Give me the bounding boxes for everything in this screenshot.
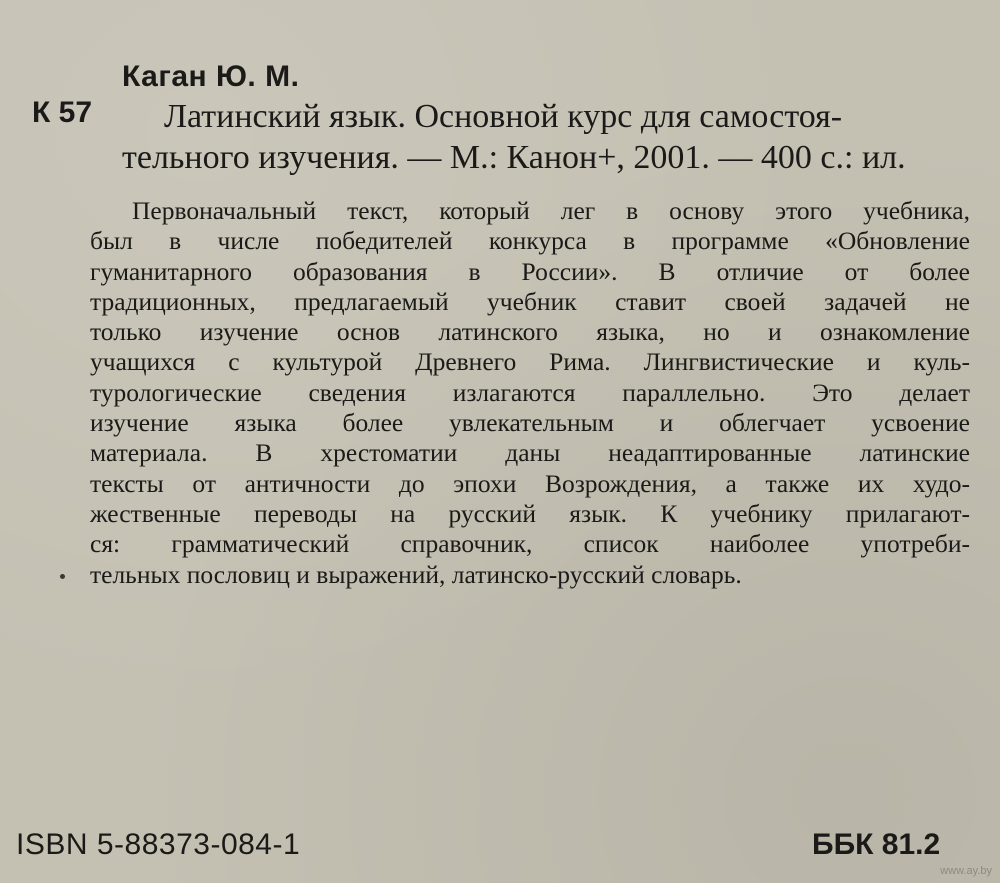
title-line-1: Латинский язык. Основной курс для самостоя- [164,98,843,135]
annotation-line: жественные переводы на русский язык. К учебнику прилагают- [90,498,970,528]
library-index: К 57 [32,96,93,129]
annotation-paragraph [90,196,970,590]
annotation-line: тельных пословиц и выражений, латинско-русский словарь. [90,559,742,589]
annotation-line: был в числе победителей конкурса в программе «Обновление [90,226,970,256]
bbk-code: ББК 81.2 [812,828,941,861]
title-line-2: тельного изучения. — М.: Канон+, 2001. — 400 с.: ил. [122,139,906,176]
annotation-line: только изучение основ латинского языка, но и ознакомление [90,317,970,347]
annotation-line: изучение языка более увлекательным и облегчает усвоение [90,408,970,438]
author-name: Каган Ю. М. [122,60,300,93]
annotation-line: турологические сведения излагаются параллельно. Это делает [90,377,970,407]
annotation-line: тексты от античности до эпохи Возрождения, а также их худо- [90,468,970,498]
annotation-line: ся: грамматический справочник, список наиболее употреби- [90,529,970,559]
annotation-line: традиционных, предлагаемый учебник ставит своей задачей не [90,286,970,316]
ink-dot-mark [60,574,65,579]
annotation-line: материала. В хрестоматии даны неадаптированные латинские [90,438,970,468]
annotation-line: учащихся с культурой Древнего Рима. Лингвистические и куль- [90,347,970,377]
watermark: www.ay.by [940,865,992,877]
annotation-line: Первоначальный текст, который лег в основу этого учебника, [132,196,970,225]
isbn-number: ISBN 5-88373-084-1 [16,828,301,861]
annotation-line: гуманитарного образования в России». В отличие от более [90,256,970,286]
